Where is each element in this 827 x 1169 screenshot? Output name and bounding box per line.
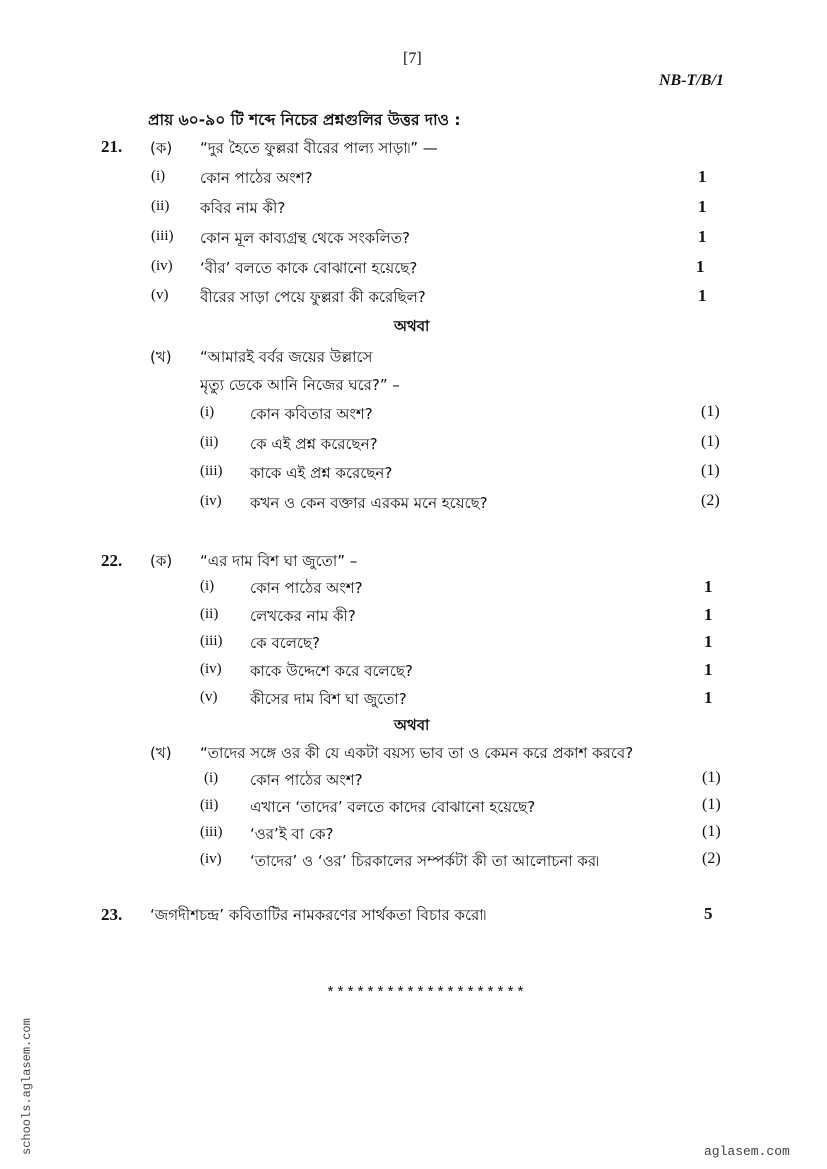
marks: 1 xyxy=(698,167,707,186)
question-number: 21. xyxy=(101,137,123,156)
sub-question: ‘ওর’ই বা কে? xyxy=(250,825,334,843)
marks: 1 xyxy=(698,197,707,216)
sub-question: কীসের দাম বিশ ঘা জুতো? xyxy=(250,690,407,708)
sub-question: কখন ও কেন বক্তার এরকম মনে হয়েছে? xyxy=(250,494,488,512)
sub-question: কবির নাম কী? xyxy=(200,199,286,217)
paper-code: NB-T/B/1 xyxy=(659,72,724,89)
sub-question: কাকে উদ্দেশে করে বলেছে? xyxy=(250,662,413,680)
question-number: 23. xyxy=(101,905,123,924)
question-text: ‘জগদীশচন্দ্র’ কবিতাটির নামকরণের সার্থকতা বিচার করো৷ xyxy=(150,906,487,924)
marks: 1 xyxy=(704,605,713,624)
question-number: 22. xyxy=(101,551,123,570)
sub-question: কে এই প্রশ্ন করেছেন? xyxy=(250,435,378,453)
option-label: (খ) xyxy=(150,744,172,762)
marks: (2) xyxy=(702,850,721,867)
sub-question: কাকে এই প্রশ্ন করেছেন? xyxy=(250,464,393,482)
sub-roman: (ii) xyxy=(151,198,170,214)
marks: (1) xyxy=(701,403,720,420)
marks: 1 xyxy=(704,688,713,707)
sub-question: ‘বীর’ বলতে কাকে বোঝানো হয়েছে? xyxy=(200,259,418,277)
option-label: (খ) xyxy=(150,348,172,366)
end-of-paper-stars: ******************** xyxy=(326,985,527,1002)
sub-roman: (i) xyxy=(151,168,166,184)
sub-question: এখানে ‘তাদের’ বলতে কাদের বোঝানো হয়েছে? xyxy=(250,798,536,816)
option-label: (ক) xyxy=(150,552,173,570)
marks: (1) xyxy=(702,769,721,786)
sub-question: কোন পাঠের অংশ? xyxy=(250,771,363,789)
sub-roman: (iii) xyxy=(151,228,174,244)
sub-roman: (ii) xyxy=(200,797,219,813)
marks: 1 xyxy=(696,257,705,276)
marks: (1) xyxy=(702,823,721,840)
sub-question: বীরের সাড়া পেয়ে ফুল্লরা কী করেছিল? xyxy=(200,288,426,306)
sub-question: কোন মূল কাব্যগ্রন্থ থেকে সংকলিত? xyxy=(200,229,410,247)
quote-line: “আমারই বর্বর জয়ের উল্লাসে xyxy=(200,348,373,366)
quote-line: মৃত্যু ডেকে আনি নিজের ঘরে?” – xyxy=(200,376,400,394)
option-label: (ক) xyxy=(150,139,173,157)
corner-watermark: aglasem.com xyxy=(704,1144,790,1159)
sub-roman: (v) xyxy=(200,689,218,705)
sub-question: ‘তাদের’ ও ‘ওর’ চিরকালের সম্পর্কটা কী তা আলোচনা কর৷ xyxy=(250,852,599,870)
sub-roman: (v) xyxy=(151,287,169,303)
instruction: প্রায় ৬০-৯০ টি শব্দে নিচের প্রশ্নগুলির উত্তর দাও : xyxy=(148,111,461,129)
quote: “তাদের সঙ্গে ওর কী যে একটা বয়স্য ভাব তা ও কেমন করে প্রকাশ করবে? xyxy=(200,744,634,762)
sub-roman: (iv) xyxy=(200,661,222,677)
sub-roman: (i) xyxy=(200,404,215,420)
page-number: [7] xyxy=(403,50,422,67)
sub-roman: (iii) xyxy=(200,463,223,479)
sub-roman: (iv) xyxy=(151,258,173,274)
sub-question: কে বলেছে? xyxy=(250,634,320,652)
quote: “এর দাম বিশ ঘা জুতো” – xyxy=(200,552,358,570)
side-watermark: schools.aglasem.com xyxy=(20,1018,34,1155)
marks: (1) xyxy=(702,796,721,813)
marks: 1 xyxy=(704,660,713,679)
sub-question: কোন কবিতার অংশ? xyxy=(250,405,373,423)
quote: “দুর হৈতে ফুল্লরা বীরের পাল্য সাড়া৷” — xyxy=(200,139,438,157)
sub-roman: (iii) xyxy=(200,824,223,840)
sub-roman: (ii) xyxy=(200,434,219,450)
sub-roman: (i) xyxy=(200,578,215,594)
marks: 1 xyxy=(698,286,707,305)
or-divider: অথবা xyxy=(394,317,430,335)
sub-question: কোন পাঠের অংশ? xyxy=(200,169,313,187)
sub-roman: (iv) xyxy=(200,493,222,509)
marks: (1) xyxy=(701,433,720,450)
sub-roman: (ii) xyxy=(200,606,219,622)
sub-roman: (i) xyxy=(204,770,219,786)
sub-question: কোন পাঠের অংশ? xyxy=(250,579,363,597)
marks: 1 xyxy=(698,227,707,246)
marks: 1 xyxy=(704,577,713,596)
or-divider: অথবা xyxy=(394,716,430,734)
sub-question: লেখকের নাম কী? xyxy=(250,607,356,625)
sub-roman: (iii) xyxy=(200,633,223,649)
marks: (1) xyxy=(701,462,720,479)
marks: 5 xyxy=(704,904,713,923)
marks: 1 xyxy=(704,632,713,651)
sub-roman: (iv) xyxy=(200,851,222,867)
marks: (2) xyxy=(701,492,720,509)
